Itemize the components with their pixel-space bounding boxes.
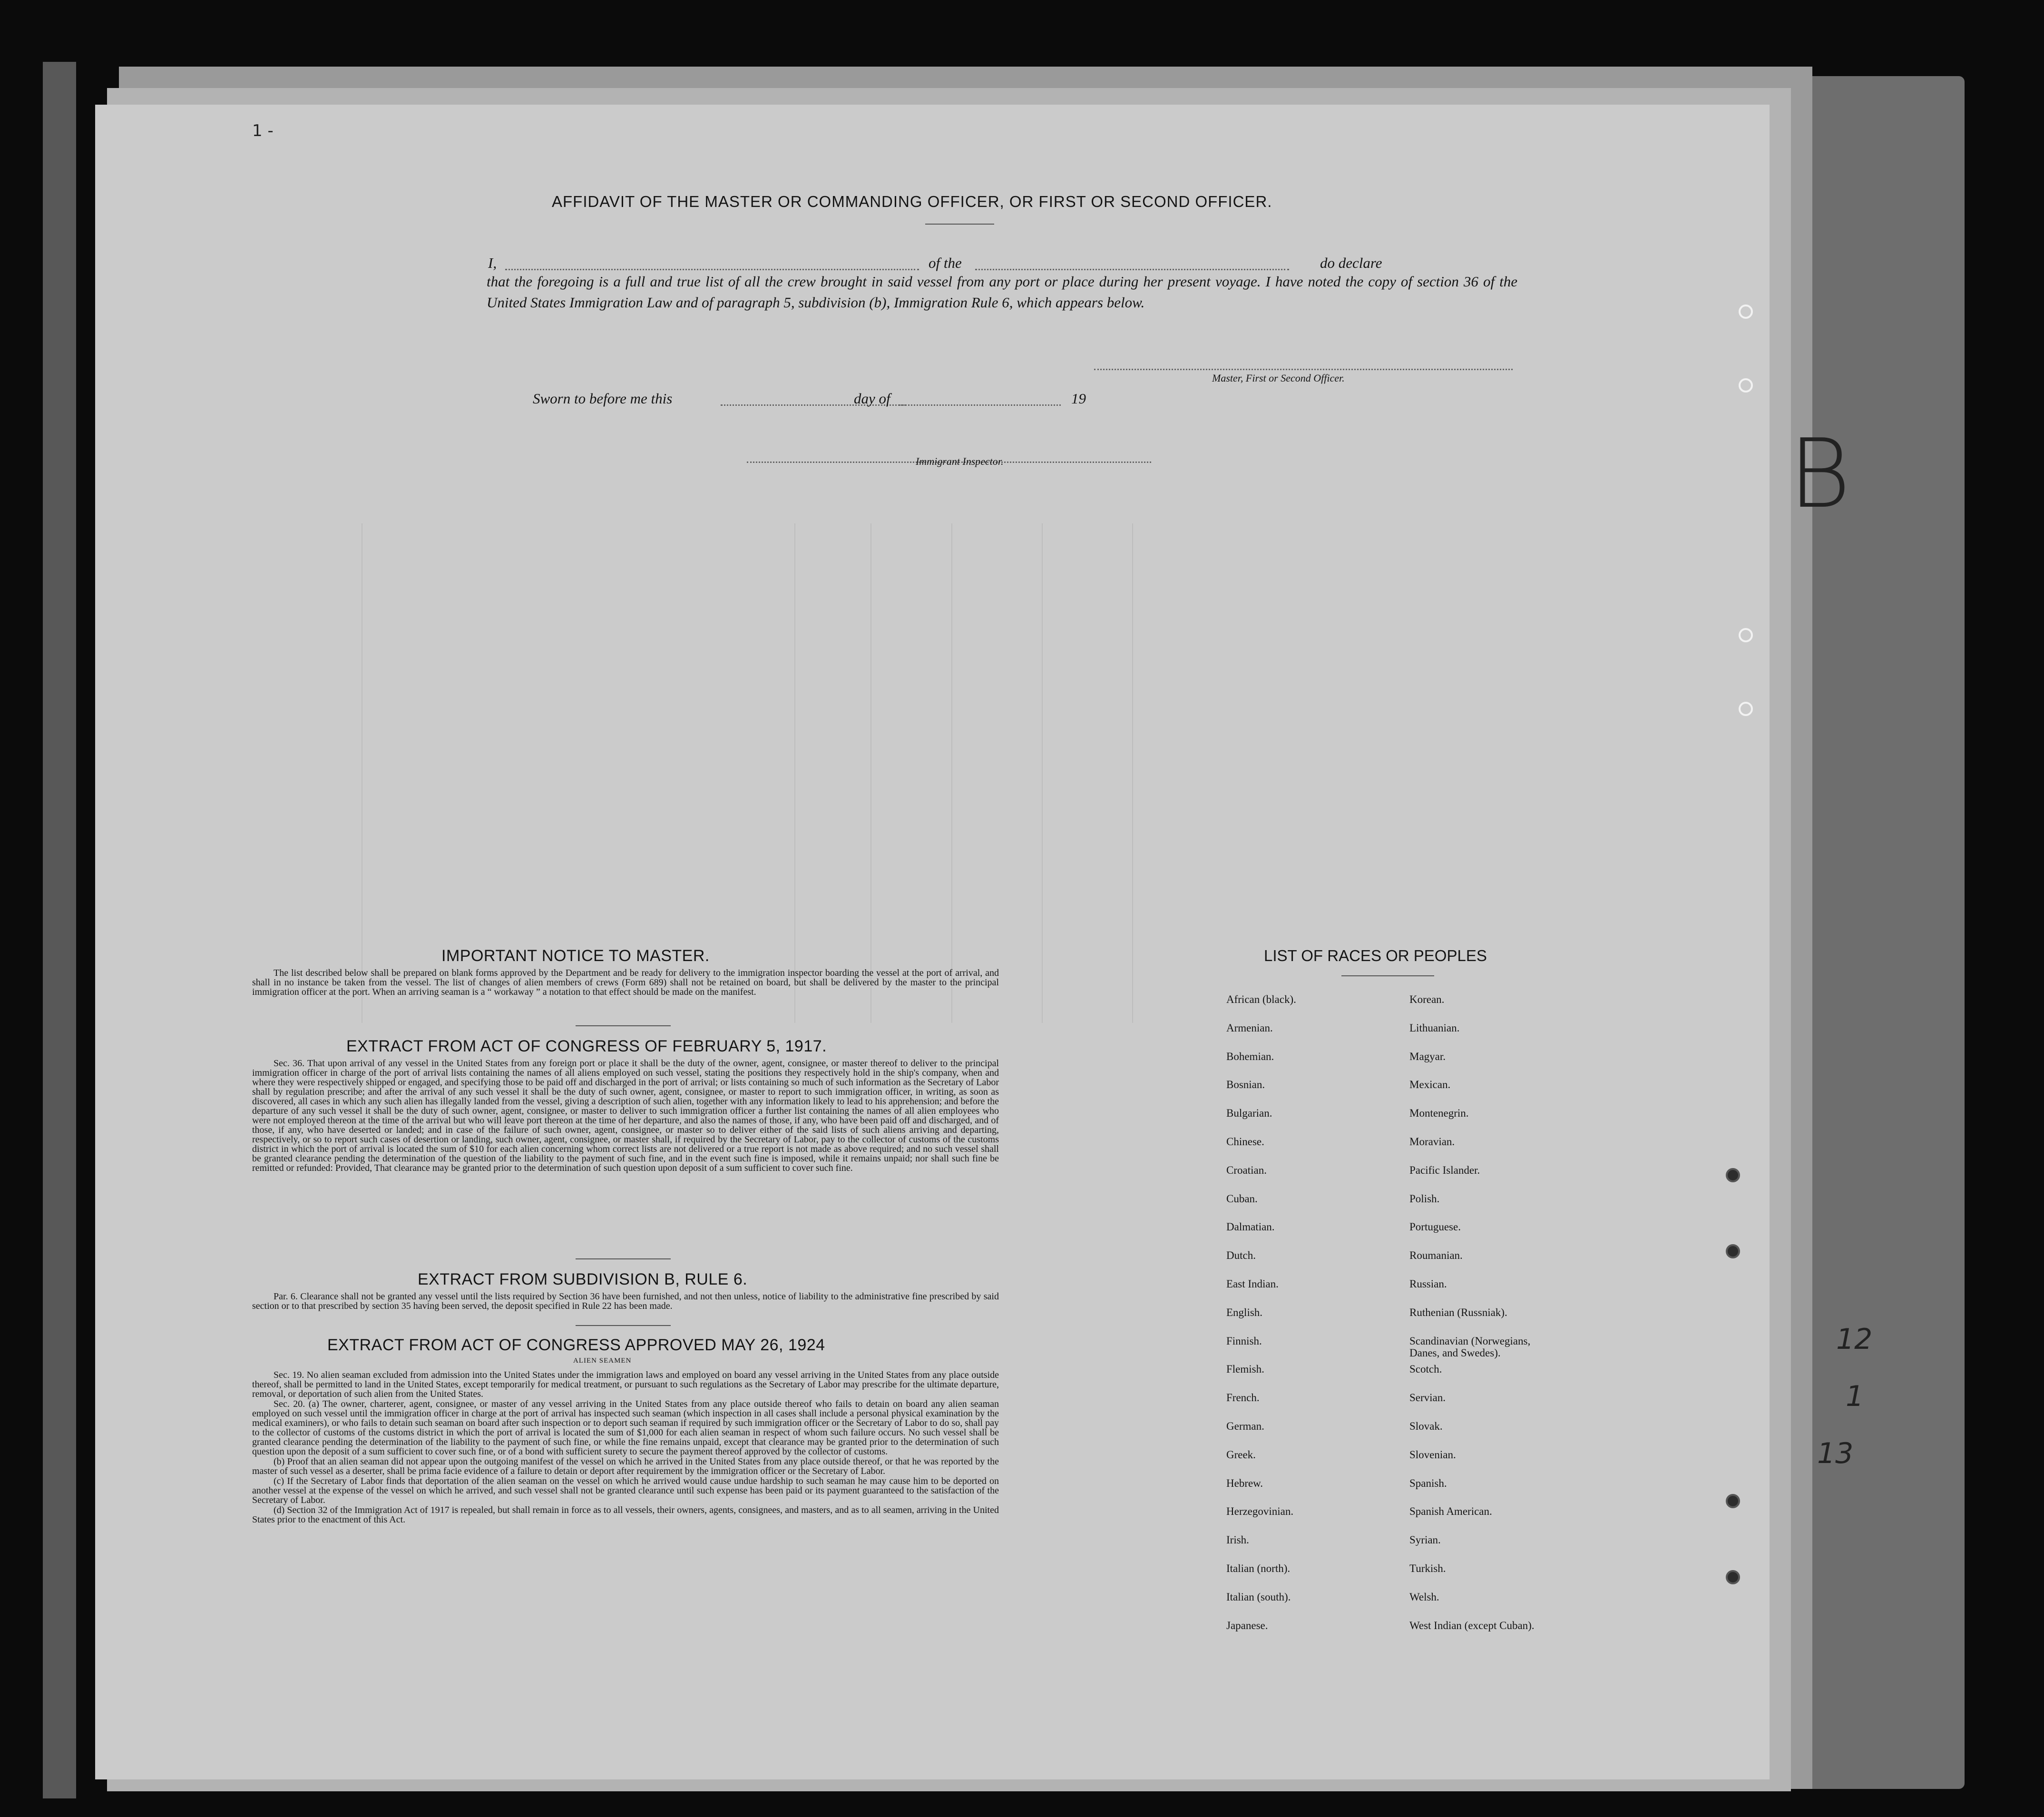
- race-item: Dutch.: [1226, 1249, 1256, 1262]
- race-item: Polish.: [1409, 1192, 1440, 1205]
- handwritten-mark: 1: [1846, 1380, 1864, 1413]
- race-item: African (black).: [1226, 993, 1296, 1005]
- race-item: West Indian (except Cuban).: [1409, 1619, 1535, 1631]
- binder-hole: [1739, 378, 1753, 393]
- rule6-text: [252, 1292, 999, 1311]
- race-item: Bulgarian.: [1226, 1107, 1272, 1120]
- race-item: Slovenian.: [1409, 1448, 1456, 1461]
- races-title: LIST OF RACES OR PEOPLES: [1264, 947, 1487, 964]
- binder-hole: [1726, 1244, 1740, 1258]
- vessel-name-line: [975, 269, 1289, 270]
- extract-1924-paragraph: (b) Proof that an alien seaman did not appear upon the outgoing manifest of the vessel on which he arrived in the United States from any place outside thereof, or that he was reported by the master of such vessel as a deserter, shall be prima facie evidence of a failure to detain or deport after requirement by the immigration officer or the Secretary of Labor.: [252, 1456, 999, 1476]
- declarant-prefix: I,: [488, 255, 497, 271]
- handwritten-letter: B: [1789, 419, 1851, 530]
- declarant-name-line: [505, 269, 919, 270]
- sworn-month-line: [899, 404, 1061, 406]
- extract-1917-title: EXTRACT FROM ACT OF CONGRESS OF FEBRUARY 5, 1917.: [346, 1037, 827, 1055]
- race-item: Greek.: [1226, 1448, 1256, 1461]
- corner-mark: 1 -: [252, 121, 274, 140]
- race-item: Bosnian.: [1226, 1079, 1265, 1091]
- race-item: Welsh.: [1409, 1591, 1439, 1603]
- race-item: Slovak.: [1409, 1420, 1443, 1432]
- race-item: Croatian.: [1226, 1164, 1267, 1176]
- extract-1924-paragraph: (d) Section 32 of the Immigration Act of 1917 is repealed, but shall remain in force as to all vessels, their owners, agents, consignees, and masters, and as to all seamen, arriving in the United States prior to the enactment of this Act.: [252, 1505, 999, 1525]
- sworn-label: Sworn to before me this: [533, 390, 673, 407]
- year-prefix: 19: [1071, 390, 1086, 407]
- affidavit-title: AFFIDAVIT OF THE MASTER OR COMMANDING OFFICER, OR FIRST OR SECOND OFFICER.: [552, 193, 1272, 210]
- title-rule: [925, 224, 994, 225]
- race-item: Korean.: [1409, 993, 1445, 1005]
- affidavit-body: that the foregoing is a full and true list of all the crew brought in said vessel from any port or place during her present voyage. I have noted the copy of section 36 of the United States Immigration Law and of paragraph 5, subdivision (b), Immigration Rule 6, which appears below.: [487, 273, 1517, 311]
- races-column-1: [1226, 993, 1296, 1648]
- notice-text: [252, 968, 999, 997]
- rule6-paragraph: Par. 6. Clearance shall not be granted any vessel until the lists required by Section 36 have been furnished, and not then unless, notice of liability to the administrative fine prescribed by said section or to that prescribed by section 35 having been served, the deposit specified in Rule 22 has been made.: [252, 1291, 999, 1311]
- race-item: Chinese.: [1226, 1135, 1264, 1148]
- extract-1917-text: [252, 1059, 999, 1173]
- of-the-label: of the: [929, 255, 962, 271]
- race-item: Portuguese.: [1409, 1221, 1461, 1233]
- race-item: Dalmatian.: [1226, 1221, 1275, 1233]
- race-item: Spanish.: [1409, 1477, 1447, 1489]
- notice-rule: [576, 1025, 671, 1026]
- race-item: Finnish.: [1226, 1335, 1262, 1347]
- race-item: Italian (south).: [1226, 1591, 1291, 1603]
- bleed-line: [794, 523, 795, 1023]
- race-item: Mexican.: [1409, 1079, 1451, 1091]
- binder-hole: [1739, 304, 1753, 319]
- race-item: Moravian.: [1409, 1135, 1455, 1148]
- bleed-line: [1132, 523, 1133, 1023]
- notice-paragraph: The list described below shall be prepared on blank forms approved by the Department and be ready for delivery to the immigration inspector boarding the vessel at the port of arrival, and shall in no instance be taken from the vessel. The list of changes of alien members of crews (Form 689) shall not be retained on board, but shall be delivered by the master to the principal immigration officer at the port. When an arriving seaman is a “ workaway ” a notation to that effect should be made on the manifest.: [252, 968, 999, 997]
- extract-1924-title: EXTRACT FROM ACT OF CONGRESS APPROVED MAY 26, 1924: [327, 1336, 825, 1354]
- race-item: Irish.: [1226, 1534, 1249, 1546]
- handwritten-mark: 13: [1817, 1437, 1854, 1470]
- race-item: German.: [1226, 1420, 1264, 1432]
- master-signature-label: Master, First or Second Officer.: [1212, 372, 1345, 384]
- race-item: Spanish American.: [1409, 1505, 1492, 1518]
- race-item: Herzegovinian.: [1226, 1505, 1294, 1518]
- race-item: Lithuanian.: [1409, 1021, 1460, 1034]
- race-item: Scotch.: [1409, 1363, 1442, 1375]
- binder-hole: [1739, 628, 1753, 642]
- binder-strip: [43, 62, 76, 1798]
- race-item: Scandinavian (Norwegians, Danes, and Swedes).: [1409, 1335, 1531, 1359]
- notice-title: IMPORTANT NOTICE TO MASTER.: [441, 947, 710, 965]
- binder-hole: [1726, 1168, 1740, 1182]
- races-rule: [1341, 975, 1434, 976]
- binder-hole: [1726, 1494, 1740, 1508]
- extract-1924-subtitle: ALIEN SEAMEN: [573, 1357, 632, 1365]
- extract-1917-rule: [576, 1258, 671, 1259]
- race-item: Russian.: [1409, 1277, 1447, 1290]
- extract-1924-paragraph: Sec. 19. No alien seaman excluded from admission into the United States under the immigration laws and employed on board any vessel arriving in the United States from any place outside thereof, shall be permitted to land in the United States, except temporarily for medical treatment, or pursuant to such regulations as the Secretary of Labor may prescribe for the ultimate departure, removal, or deportation of such alien from the United States.: [252, 1370, 999, 1399]
- races-column-2: [1409, 993, 1535, 1648]
- master-signature-line: [1094, 369, 1513, 370]
- extract-1924-paragraph: (c) If the Secretary of Labor finds that deportation of the alien seaman on the vessel on which he arrived would cause undue hardship to such seaman he may cause him to be deported on another vessel at the expense of the vessel on which he arrived, and such vessel shall not be granted clearance until such expense has been paid or its payment guaranteed to the satisfaction of the Secretary of Labor.: [252, 1476, 999, 1505]
- race-item: French.: [1226, 1392, 1260, 1404]
- day-of-label: day of: [854, 390, 890, 407]
- binder-hole: [1739, 702, 1753, 716]
- rule6-title: EXTRACT FROM SUBDIVISION B, RULE 6.: [418, 1270, 748, 1288]
- race-item: Ruthenian (Russniak).: [1409, 1306, 1507, 1318]
- race-item: Magyar.: [1409, 1050, 1446, 1062]
- extract-1924-paragraph: Sec. 20. (a) The owner, charterer, agent, consignee, or master of any vessel arriving in the United States from any place outside thereof who fails to detain on board any alien seaman employed on such vessel until the immigration officer in charge at the port of arrival has inspected such seaman (which inspection in all cases shall include a personal physical examination by the medical examiners), or who fails to detain such seaman on board after such inspection or to deport such seaman if required by such immigration officer or the Secretary of Labor to do so, shall pay to the collector of customs of the customs district in which the port of arrival is located the sum of $1,000 for each alien seaman in respect of whom such failure occurs. No such vessel shall be granted clearance pending the determination of the liability to the payment of such fine, or while the fine remains unpaid, except that clearance may be granted prior to the determination of such question upon the deposit of a sum sufficient to cover such fine, or of a bond with sufficient surety to secure the payment thereof approved by the collector of customs.: [252, 1399, 999, 1457]
- race-item: East Indian.: [1226, 1277, 1279, 1290]
- bleed-line: [951, 523, 952, 1023]
- bleed-line: [1042, 523, 1043, 1023]
- race-item: Japanese.: [1226, 1619, 1268, 1631]
- race-item: Roumanian.: [1409, 1249, 1463, 1262]
- binder-hole: [1726, 1570, 1740, 1584]
- race-item: Syrian.: [1409, 1534, 1441, 1546]
- race-item: Armenian.: [1226, 1021, 1273, 1034]
- extract-1924-text: [252, 1370, 999, 1525]
- extract-1917-paragraph: Sec. 36. That upon arrival of any vessel in the United States from any foreign port or place it shall be the duty of the owner, agent, consignee, or master thereof to deliver to the principal immigration officer in charge of the port of arrival lists containing the names of all aliens employed on such vessel, stating the positions they respectively hold in the ship's company, when and where they were respectively shipped or engaged, and specifying those to be paid off and discharged in the port of arrival; or lists containing so much of such information as the Secretary of Labor shall by regulation prescribe; and after the arrival of any such vessel it shall be the duty of such owner, agent, consignee, or master to report to such immigration officer, in writing, as soon as discovered, all cases in which any such alien has illegally landed from the vessel, giving a description of such alien, together with any information likely to lead to his apprehension; and before the departure of any such vessel it shall be the duty of such owner, agent, consignee, or master to deliver to such immigration officer a further list containing the names of all alien employees who were not employed thereon at the time of the arrival but who will leave port thereon at the time of her departure, and also the names of those, if any, who have been paid off and discharged, and of those, if any, who have deserted or landed; and in case of the failure of such owner, agent, consignee, or master so to deliver either of the said lists of such aliens arriving and departing, respectively, or so to report such cases of desertion or landing, such owner, agent, consignee, or master shall, if required by the Secretary of Labor, pay to the collector of customs of the customs district in which the port of arrival is located the sum of $10 for each alien concerning whom correct lists are not delivered or a true report is not made as above required; and no such vessel shall be granted clearance pending the determination of the question of the liability to the payment of such fine, and in the event such fine is imposed, while it remains unpaid; nor shall such fine be remitted or refunded: Provided, That clearance may be granted prior to the determination of such question upon deposit of a sum sufficient to cover such fine.: [252, 1058, 999, 1173]
- manifest-page: [95, 105, 1873, 1779]
- declare-label: do declare: [1320, 255, 1382, 271]
- race-item: Pacific Islander.: [1409, 1164, 1480, 1176]
- race-item: Italian (north).: [1226, 1562, 1291, 1574]
- race-item: Hebrew.: [1226, 1477, 1263, 1489]
- handwritten-mark: 12: [1836, 1323, 1873, 1356]
- bleed-line: [870, 523, 871, 1023]
- race-item: English.: [1226, 1306, 1263, 1318]
- inspector-signature-label: Immigrant Inspector.: [916, 455, 1004, 467]
- race-item: Montenegrin.: [1409, 1107, 1469, 1120]
- race-item: Servian.: [1409, 1392, 1446, 1404]
- race-item: Bohemian.: [1226, 1050, 1274, 1062]
- race-item: Flemish.: [1226, 1363, 1264, 1375]
- race-item: Cuban.: [1226, 1192, 1258, 1205]
- race-item: Turkish.: [1409, 1562, 1446, 1574]
- rule6-rule: [576, 1325, 671, 1326]
